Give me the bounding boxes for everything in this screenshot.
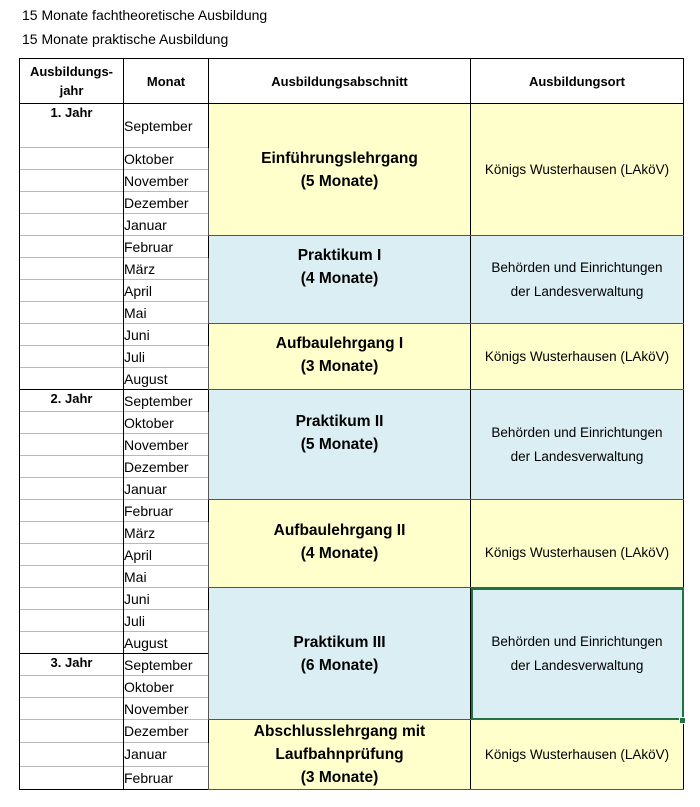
month-cell[interactable]: August xyxy=(124,632,209,654)
year-cell[interactable] xyxy=(20,280,124,302)
year-cell[interactable] xyxy=(20,368,124,390)
year-cell[interactable] xyxy=(20,346,124,368)
year-cell[interactable] xyxy=(20,434,124,456)
year-cell[interactable] xyxy=(20,676,124,698)
month-cell[interactable]: Oktober xyxy=(124,148,209,170)
month-cell[interactable]: Juli xyxy=(124,346,209,368)
location-koenigs-wusterhausen[interactable]: Königs Wusterhausen (LAköV) xyxy=(471,104,684,236)
year-cell[interactable] xyxy=(20,324,124,346)
section-praktikum-3[interactable]: Praktikum III (6 Monate) xyxy=(209,588,471,720)
location-behoerden[interactable]: Behörden und Einrichtungen der Landesverwaltung xyxy=(471,390,684,500)
section-aufbaulehrgang-2[interactable]: Aufbaulehrgang II (4 Monate) xyxy=(209,500,471,588)
year-cell[interactable] xyxy=(20,500,124,522)
table-row xyxy=(20,390,684,412)
month-cell[interactable]: August xyxy=(124,368,209,390)
month-cell[interactable]: Juni xyxy=(124,324,209,346)
year-cell[interactable] xyxy=(20,588,124,610)
year-cell[interactable] xyxy=(20,236,124,258)
year-cell[interactable] xyxy=(20,258,124,280)
header-location: Ausbildungsort xyxy=(471,59,684,104)
month-cell[interactable]: November xyxy=(124,170,209,192)
month-cell[interactable]: Januar xyxy=(124,214,209,236)
month-cell[interactable]: Dezember xyxy=(124,720,209,743)
month-cell[interactable]: Januar xyxy=(124,478,209,500)
year-cell[interactable] xyxy=(20,302,124,324)
table-row xyxy=(20,588,684,610)
month-cell[interactable]: April xyxy=(124,280,209,302)
location-koenigs-wusterhausen[interactable]: Königs Wusterhausen (LAköV) xyxy=(471,324,684,390)
month-cell[interactable]: Dezember xyxy=(124,456,209,478)
month-cell[interactable]: März xyxy=(124,522,209,544)
year-cell[interactable] xyxy=(20,632,124,654)
table-row xyxy=(20,500,684,522)
year-cell[interactable] xyxy=(20,720,124,743)
month-cell[interactable]: Oktober xyxy=(124,676,209,698)
table-row xyxy=(20,236,684,258)
month-cell[interactable]: September xyxy=(124,390,209,412)
month-cell[interactable]: November xyxy=(124,698,209,720)
month-cell[interactable]: Dezember xyxy=(124,192,209,214)
year-cell[interactable] xyxy=(20,214,124,236)
year-cell[interactable] xyxy=(20,698,124,720)
intro-practice-line: 15 Monate praktische Ausbildung xyxy=(22,31,229,47)
selection-fill-handle[interactable] xyxy=(679,717,686,724)
year-cell[interactable] xyxy=(20,743,124,766)
year-cell[interactable] xyxy=(20,478,124,500)
year-cell[interactable] xyxy=(20,412,124,434)
year-cell[interactable] xyxy=(20,544,124,566)
section-praktikum-1[interactable]: Praktikum I (4 Monate) xyxy=(209,236,471,324)
section-praktikum-2[interactable]: Praktikum II (5 Monate) xyxy=(209,390,471,500)
header-row xyxy=(20,59,684,104)
year-cell[interactable] xyxy=(20,148,124,170)
header-section: Ausbildungsabschnitt xyxy=(209,59,471,104)
month-cell[interactable]: Mai xyxy=(124,566,209,588)
month-cell[interactable]: Februar xyxy=(124,766,209,789)
month-cell[interactable]: Februar xyxy=(124,500,209,522)
header-month: Monat xyxy=(124,59,209,104)
year-cell[interactable] xyxy=(20,522,124,544)
month-cell[interactable]: April xyxy=(124,544,209,566)
section-abschlusslehrgang[interactable]: Abschlusslehrgang mit Laufbahnprüfung (3 Monate) xyxy=(209,720,471,790)
table-row xyxy=(20,104,684,148)
year-cell[interactable] xyxy=(20,766,124,789)
intro-theory-line: 15 Monate fachtheoretische Ausbildung xyxy=(22,7,268,23)
month-cell[interactable]: September xyxy=(124,654,209,676)
month-cell[interactable]: Februar xyxy=(124,236,209,258)
month-cell[interactable]: September xyxy=(124,104,209,148)
month-cell[interactable]: Mai xyxy=(124,302,209,324)
year-cell[interactable]: 2. Jahr xyxy=(20,390,124,412)
month-cell[interactable]: November xyxy=(124,434,209,456)
month-cell[interactable]: März xyxy=(124,258,209,280)
header-year: Ausbildungs- jahr xyxy=(20,59,124,104)
table-row xyxy=(20,720,684,743)
location-koenigs-wusterhausen[interactable]: Königs Wusterhausen (LAköV) xyxy=(471,720,684,790)
month-cell[interactable]: Oktober xyxy=(124,412,209,434)
year-cell[interactable] xyxy=(20,566,124,588)
training-schedule-table xyxy=(19,58,684,790)
year-cell[interactable]: 3. Jahr xyxy=(20,654,124,676)
year-cell[interactable]: 1. Jahr xyxy=(20,104,124,148)
location-koenigs-wusterhausen[interactable]: Königs Wusterhausen (LAköV) xyxy=(471,500,684,588)
year-cell[interactable] xyxy=(20,192,124,214)
month-cell[interactable]: Juli xyxy=(124,610,209,632)
year-cell[interactable] xyxy=(20,456,124,478)
section-einfuehrungslehrgang[interactable]: Einführungslehrgang (5 Monate) xyxy=(209,104,471,236)
table-row xyxy=(20,324,684,346)
year-cell[interactable] xyxy=(20,610,124,632)
section-aufbaulehrgang-1[interactable]: Aufbaulehrgang I (3 Monate) xyxy=(209,324,471,390)
location-behoerden[interactable]: Behörden und Einrichtungen der Landesverwaltung xyxy=(471,236,684,324)
location-behoerden-selected[interactable]: Behörden und Einrichtungen der Landesverwaltung xyxy=(471,588,684,720)
month-cell[interactable]: Januar xyxy=(124,743,209,766)
year-cell[interactable] xyxy=(20,170,124,192)
month-cell[interactable]: Juni xyxy=(124,588,209,610)
